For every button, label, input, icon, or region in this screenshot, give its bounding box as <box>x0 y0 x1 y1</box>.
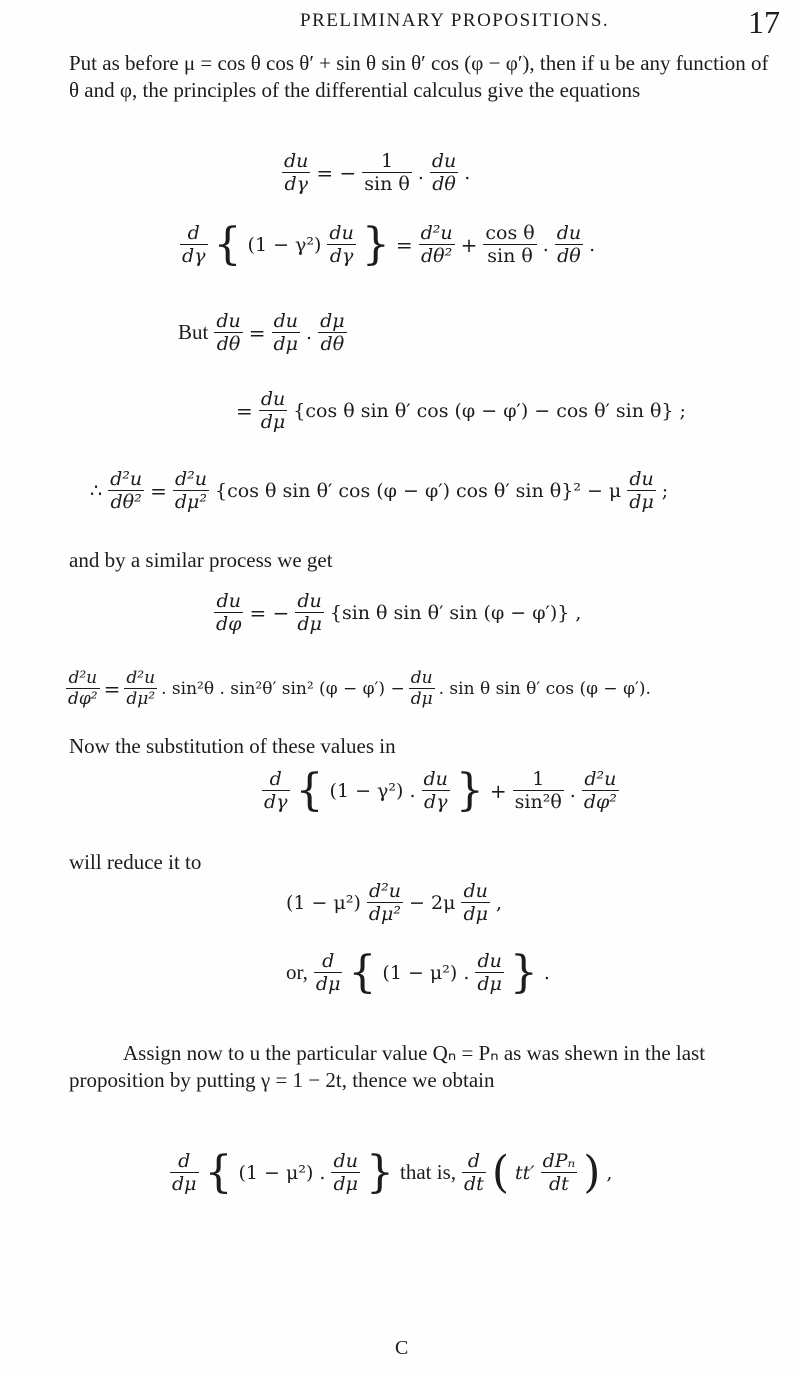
equation-7: $\frac{\text{d²u}}{\text{dφ²}}$ = $\frac{\text{d²u}}{\text{dμ²}}$ . sin²θ . sin²θ′ sin² (φ − φ′) − $\frac{du}{d\mu}$ . sin θ sin θ′ cos (φ − φ′). <box>68 668 651 709</box>
paragraph-similar: and by a similar process we get <box>69 548 333 572</box>
fraction: $\frac{1}{\text{sin θ}}$ <box>364 150 410 195</box>
signature-mark: C <box>395 1337 409 1359</box>
equation-10: or, $\frac{d}{d\mu}$ { (1 − μ²) . $\frac{du}{d\mu}$ } . <box>286 946 550 998</box>
equation-4: = $\frac{du}{d\mu}$ {cos θ sin θ′ cos (φ − φ′) − cos θ′ sin θ} ; <box>236 388 686 433</box>
equation-1: $\frac{du}{d\gamma}$ = − $\frac{1}{\text{sin θ}}$ . $\frac{du}{d\theta}$ . <box>284 150 471 195</box>
page-number: 17 <box>748 4 780 40</box>
running-title: PRELIMINARY PROPOSITIONS. <box>300 10 610 31</box>
equation-3: But $\frac{du}{d\theta}$ = $\frac{du}{d\mu}$ . $\frac{d\mu}{d\theta}$ <box>178 310 345 355</box>
equation-9: (1 − μ²) $\frac{\text{d²u}}{\text{dμ²}}$ − 2μ $\frac{du}{d\mu}$ , <box>286 880 502 925</box>
equation-2: $\frac{d}{d\gamma}$ { (1 − γ²) $\frac{du}{d\gamma}$ } = $\frac{\text{d²u}}{\text{dθ²}}$ + $\frac{\text{cos θ}}{\text{sin θ}}$ . $\frac{du}{d\theta}$ . <box>182 218 596 270</box>
equation-11: $\frac{d}{d\mu}$ { (1 − μ²) . $\frac{du}{d\mu}$ } that is, $\frac{d}{dt}$ ( tt′ $\frac{\text{dPₙ}}{dt}$ ) , <box>172 1146 613 1198</box>
paragraph-substitution: Now the substitution of these values in <box>69 734 396 758</box>
paragraph-reduce: will reduce it to <box>69 850 202 874</box>
equation-8: $\frac{d}{d\gamma}$ { (1 − γ²) . $\frac{du}{d\gamma}$ } + $\frac{1}{\text{sin²θ}}$ . $\frac{\text{d²u}}{\text{dφ²}}$ <box>264 764 617 816</box>
equation-5: ∴ $\frac{\text{d²u}}{\text{dθ²}}$ = $\frac{\text{d²u}}{\text{dμ²}}$ {cos θ sin θ′ cos (φ − φ′) cos θ′ sin θ}² − μ $\frac{du}{d\mu}$ ; <box>90 468 669 513</box>
equation-6: $\frac{du}{d\varphi}$ = − $\frac{du}{d\mu}$ {sin θ sin θ′ sin (φ − φ′)} , <box>216 590 582 635</box>
fraction: $\frac{du}{d\theta}$ <box>431 150 457 195</box>
fraction: $\frac{du}{d\gamma}$ <box>284 150 309 195</box>
paragraph-intro: Put as before μ = cos θ cos θ′ + sin θ sin θ′ cos (φ − φ′), then if u be any function of θ and φ, the principles of the differential calculus give the equations <box>69 51 769 102</box>
paragraph-assign: Assign now to u the particular value Qₙ = Pₙ as was shewn in the last proposition by putting γ = 1 − 2t, thence we obtain <box>69 1041 706 1092</box>
